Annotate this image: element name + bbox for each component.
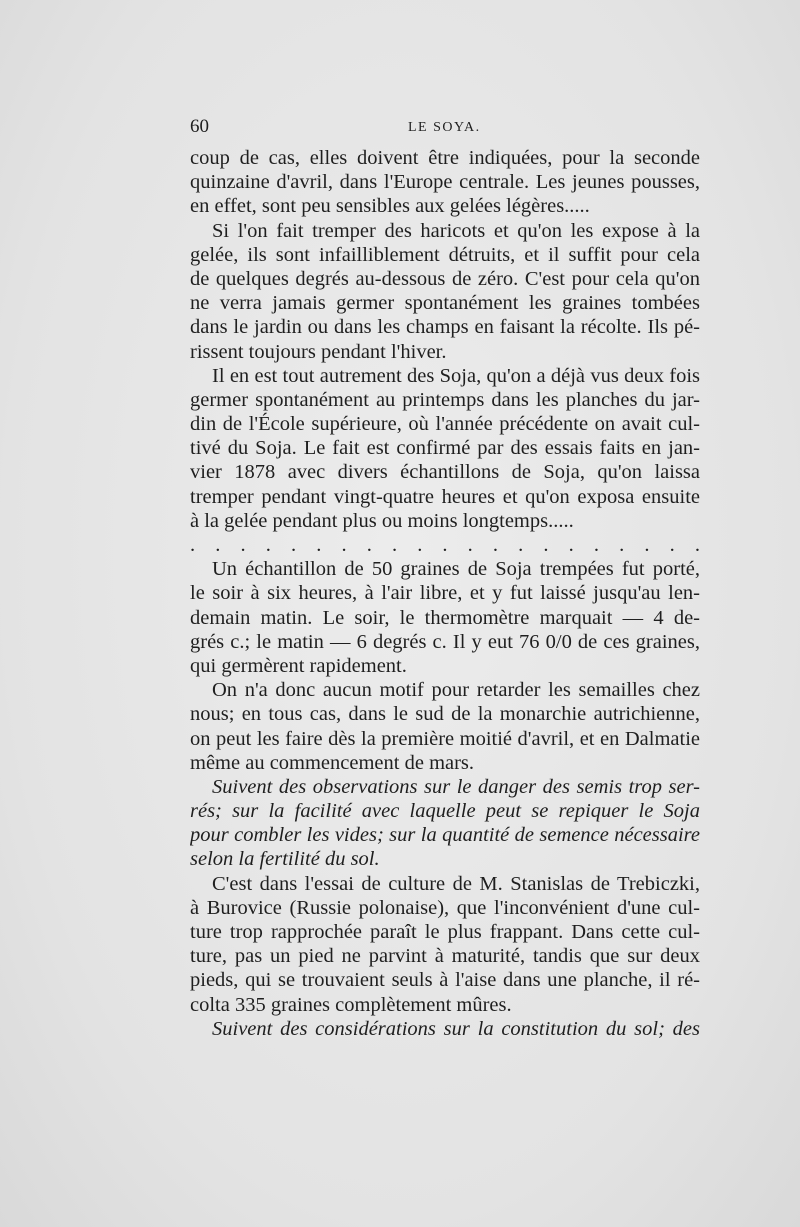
text-line: tremper pendant vingt-quatre heures et qu'on exposa ensuite [190, 485, 700, 508]
text-line: C'est dans l'essai de culture de M. Stanislas de Trebiczki, [212, 872, 700, 895]
text-line: demain matin. Le soir, le thermomètre marquait — 4 de- [190, 606, 700, 629]
text-line: on peut les faire dès la première moitié d'avril, et en Dalmatie [190, 727, 700, 750]
text-line: On n'a donc aucun motif pour retarder les semailles chez [212, 679, 700, 702]
text-line: vier 1878 avec divers échantillons de Soja, qu'on laissa [190, 461, 700, 484]
text-line: pour combler les vides; sur la quantité de semence nécessaire [190, 824, 700, 847]
text-line: en effet, sont peu sensibles aux gelées légères..... [190, 195, 590, 218]
text-line: Si l'on fait tremper des haricots et qu'on les expose à la [212, 219, 700, 242]
text-line: ture, pas un pied ne parvint à maturité, tandis que sur deux [190, 945, 700, 968]
text-line: ne verra jamais germer spontanément les graines tombées [190, 292, 700, 315]
text-line: rés; sur la facilité avec laquelle peut se repiquer le Soja [190, 800, 700, 823]
text-line: tivé du Soja. Le fait est confirmé par des essais faits en jan- [190, 437, 700, 460]
text-line: grés c.; le matin — 6 degrés c. Il y eut 76 0/0 de ces graines, [190, 630, 700, 653]
text-line: rissent toujours pendant l'hiver. [190, 340, 447, 363]
text-line: coup de cas, elles doivent être indiquées, pour la seconde [190, 147, 700, 169]
text-line: à Burovice (Russie polonaise), que l'inconvénient d'une cul- [190, 896, 700, 919]
text-line: à la gelée pendant plus ou moins longtemps..... [190, 509, 574, 532]
body-text [190, 146, 700, 1041]
text-line: même au commencement de mars. [190, 751, 475, 774]
text-line: germer spontanément au printemps dans les planches du jar- [190, 388, 700, 411]
page-number: 60 [190, 116, 209, 137]
text-line: Suivent des considérations sur la constitution du sol; des [212, 1017, 700, 1040]
running-head: LE SOYA. [408, 120, 481, 135]
page-header [190, 116, 700, 142]
text-line: nous; en tous cas, dans le sud de la monarchie autrichienne, [190, 703, 700, 726]
text-line: de quelques degrés au-dessous de zéro. C'est pour cela qu'on [190, 267, 700, 290]
text-line: qui germèrent rapidement. [190, 654, 407, 677]
text-line: quinzaine d'avril, dans l'Europe centrale. Les jeunes pousses, [190, 171, 700, 194]
text-line: dans le jardin ou dans les champs en faisant la récolte. Ils pé- [190, 316, 700, 339]
text-line: colta 335 graines complètement mûres. [190, 993, 512, 1016]
text-line: Un échantillon de 50 graines de Soja trempées fut porté, [212, 558, 700, 581]
text-line: le soir à six heures, à l'air libre, et y fut laissé jusqu'au len- [190, 582, 700, 605]
text-line: gelée, ils sont infailliblement détruits, et il suffit pour cela [190, 243, 700, 266]
text-line: ture trop rapprochée paraît le plus frappant. Dans cette cul- [190, 921, 700, 943]
text-line: Il en est tout autrement des Soja, qu'on a déjà vus deux fois [212, 364, 700, 387]
text-line: din de l'École supérieure, où l'année précédente on avait cul- [190, 413, 700, 436]
ellipsis-line: . . . . . . . . . . . . . . . . . . . . . [190, 534, 700, 556]
text-line: Suivent des observations sur le danger des semis trop ser- [212, 775, 700, 798]
text-line: selon la fertilité du sol. [190, 848, 380, 871]
text-line: pieds, qui se trouvaient seuls à l'aise dans une planche, il ré- [190, 969, 700, 992]
